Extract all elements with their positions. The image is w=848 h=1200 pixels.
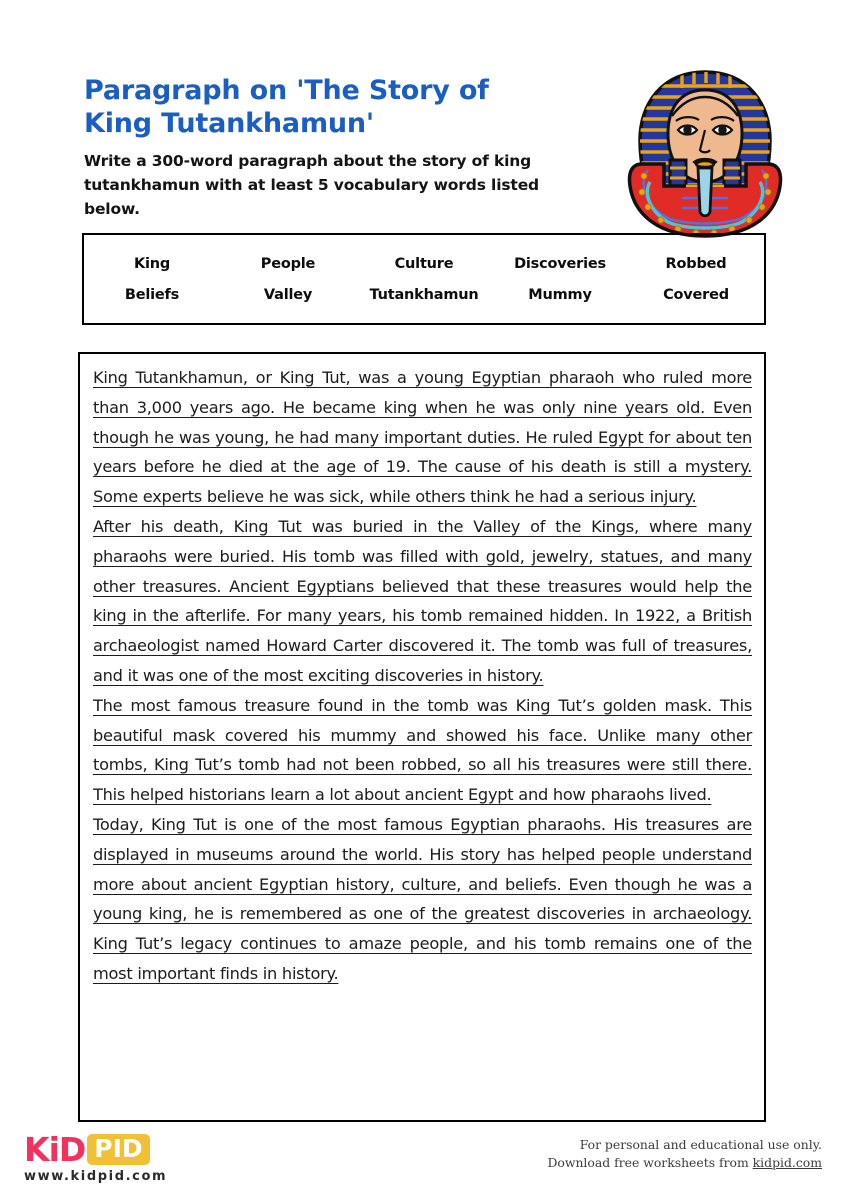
vocabulary-word: Mummy: [528, 286, 592, 303]
vocabulary-word: Culture: [394, 255, 454, 272]
logo-wordmark: [24, 1129, 284, 1169]
answer-paragraph: Today, King Tut is one of the most famous Egyptian pharaohs. His treasures are displayed in museums around the world. His story has helped people understand more about ancient Egyptian history, culture, and beliefs. Even though he was a young king, he is remembered as one of the greatest discoveries in archaeology. King Tut’s legacy continues to amaze people, and his tomb remains one of the most important finds in history.: [93, 814, 752, 983]
page-title: Paragraph on 'The Story of King Tutankhamun': [84, 75, 489, 139]
worksheet-instruction: Write a 300-word paragraph about the story of king tutankhamun with at least 5 vocabulary words listed below.: [84, 152, 539, 218]
kidpid-logo[interactable]: [24, 1129, 284, 1184]
answer-box[interactable]: [78, 352, 766, 1122]
logo-website-url: www.kidpid.com: [24, 1169, 168, 1184]
answer-paragraph: King Tutankhamun, or King Tut, was a young Egyptian pharaoh who ruled more than 3,000 years ago. He became king when he was only nine years old. Even though he was young, he had many important duties. He ruled Egypt for about ten years before he died at the age of 19. The cause of his death is still a mystery. Some experts believe he was sick, while others think he had a serious injury.: [93, 368, 752, 507]
answer-paragraph: After his death, King Tut was buried in the Valley of the Kings, where many pharaohs were buried. His tomb was filled with gold, jewelry, statues, and many other treasures. Ancient Egyptians believed that these treasures would help the king in the afterlife. For many years, his tomb remained hidden. In 1922, a British archaeologist named Howard Carter discovered it. The tomb was full of treasures, and it was one of the most exciting discoveries in history.: [93, 516, 752, 685]
footer-notice: [547, 1136, 822, 1172]
footer-notice-prefix: Download free worksheets from: [547, 1155, 753, 1170]
vocabulary-box: [82, 233, 766, 325]
logo-kid-text: KiD: [24, 1129, 86, 1169]
vocabulary-word: Beliefs: [124, 286, 180, 303]
vocabulary-word: People: [260, 255, 316, 272]
footer-notice-line2: [547, 1154, 822, 1172]
footer-notice-line1: For personal and educational use only.: [579, 1137, 822, 1152]
vocabulary-word: King: [133, 255, 171, 272]
title-block: [84, 74, 544, 221]
vocabulary-row: [84, 287, 764, 303]
answer-paragraph: The most famous treasure found in the tomb was King Tut’s golden mask. This beautiful mask covered his mummy and showed his face. Unlike many other tombs, King Tut’s tomb had not been robbed, so all his treasures were still there. This helped historians learn a lot about ancient Egypt and how pharaohs lived.: [93, 695, 752, 805]
page-footer: [0, 1128, 848, 1200]
kidpid-link[interactable]: kidpid.com: [752, 1155, 822, 1170]
vocabulary-row: [84, 256, 764, 272]
tutankhamun-mask-icon: [620, 64, 790, 244]
vocabulary-word: Valley: [263, 286, 313, 303]
ceremonial-beard: [696, 161, 714, 216]
vocabulary-word: Covered: [663, 286, 729, 303]
vocabulary-word: Tutankhamun: [369, 286, 479, 303]
vocabulary-word: Robbed: [665, 255, 727, 272]
tutankhamun-mask-illustration: [620, 64, 790, 244]
logo-pid-badge: PID: [87, 1134, 149, 1165]
vocabulary-word: Discoveries: [514, 255, 606, 272]
worksheet-header: [84, 74, 774, 224]
